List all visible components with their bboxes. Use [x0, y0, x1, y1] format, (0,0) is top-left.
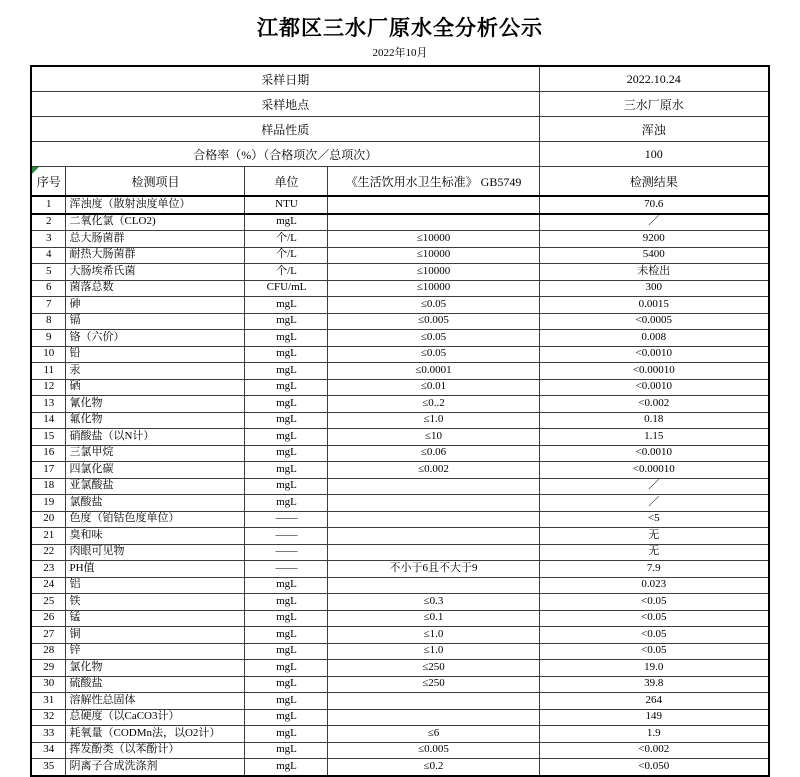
page-title: 江都区三水厂原水全分析公示 — [257, 16, 543, 40]
item-name: 浑浊度（散射浊度单位） — [66, 196, 245, 214]
result-value: <0.0010 — [539, 346, 769, 363]
standard-limit: ≤1.0 — [328, 643, 539, 660]
table-row — [31, 726, 769, 743]
result-value: 未检出 — [539, 264, 769, 281]
row-number: 6 — [31, 280, 66, 297]
standard-limit: ≤0.005 — [328, 313, 539, 330]
row-number: 4 — [31, 247, 66, 264]
standard-limit: ≤0.05 — [328, 297, 539, 314]
result-value: 39.8 — [539, 676, 769, 693]
column-header-unit: 单位 — [245, 167, 328, 197]
standard-limit: ≤10000 — [328, 264, 539, 281]
row-number: 9 — [31, 330, 66, 347]
result-value: ／ — [539, 478, 769, 495]
result-value: 0.023 — [539, 577, 769, 594]
item-name: 硫酸盐 — [66, 676, 245, 693]
row-number: 17 — [31, 462, 66, 479]
unit: mgL — [245, 478, 328, 495]
item-name: 砷 — [66, 297, 245, 314]
table-row — [31, 478, 769, 495]
column-header-item: 检测项目 — [66, 167, 245, 197]
standard-limit: ≤0.3 — [328, 594, 539, 611]
result-value: 0.18 — [539, 412, 769, 429]
table-row — [31, 709, 769, 726]
table-row — [31, 231, 769, 248]
unit: mgL — [245, 726, 328, 743]
row-number: 16 — [31, 445, 66, 462]
standard-limit: ≤10 — [328, 429, 539, 446]
unit: mgL — [245, 313, 328, 330]
standard-limit — [328, 528, 539, 545]
item-name: 锰 — [66, 610, 245, 627]
row-number: 24 — [31, 577, 66, 594]
result-value: <5 — [539, 511, 769, 528]
unit: mgL — [245, 759, 328, 776]
item-name: 铁 — [66, 594, 245, 611]
row-number: 28 — [31, 643, 66, 660]
row-number: 1 — [31, 196, 66, 214]
item-name: 氰化物 — [66, 396, 245, 413]
standard-limit: ≤0..2 — [328, 396, 539, 413]
row-number: 30 — [31, 676, 66, 693]
standard-limit: ≤250 — [328, 660, 539, 677]
table-row — [31, 627, 769, 644]
standard-limit: ≤0.2 — [328, 759, 539, 776]
row-number: 23 — [31, 561, 66, 578]
row-number: 15 — [31, 429, 66, 446]
result-value: <0.002 — [539, 396, 769, 413]
table-row — [31, 577, 769, 594]
standard-limit: ≤10000 — [328, 231, 539, 248]
item-name: 溶解性总固体 — [66, 693, 245, 710]
column-header-result: 检测结果 — [539, 167, 769, 197]
table-row — [31, 412, 769, 429]
item-name: 亚氯酸盐 — [66, 478, 245, 495]
item-name: 硝酸盐（以N计） — [66, 429, 245, 446]
result-value: <0.00010 — [539, 363, 769, 380]
page-subtitle: 2022年10月 — [372, 47, 428, 59]
row-number: 5 — [31, 264, 66, 281]
table-row — [31, 462, 769, 479]
unit: mgL — [245, 379, 328, 396]
item-name: 氯化物 — [66, 660, 245, 677]
table-row — [31, 742, 769, 759]
row-number: 12 — [31, 379, 66, 396]
item-name: 耐热大肠菌群 — [66, 247, 245, 264]
unit: —— — [245, 511, 328, 528]
unit: mgL — [245, 214, 328, 231]
item-name: 大肠埃希氏菌 — [66, 264, 245, 281]
item-name: 锌 — [66, 643, 245, 660]
item-name: 总大肠菌群 — [66, 231, 245, 248]
column-header-standard: 《生活饮用水卫生标准》 GB5749 — [328, 167, 539, 197]
standard-limit: ≤0.05 — [328, 330, 539, 347]
result-value: 9200 — [539, 231, 769, 248]
unit: mgL — [245, 643, 328, 660]
row-number: 20 — [31, 511, 66, 528]
result-value: 无 — [539, 544, 769, 561]
unit: CFU/mL — [245, 280, 328, 297]
unit: —— — [245, 544, 328, 561]
result-value: 5400 — [539, 247, 769, 264]
result-value: 264 — [539, 693, 769, 710]
table-row — [31, 247, 769, 264]
info-value: 2022.10.24 — [539, 66, 769, 92]
info-value: 浑浊 — [539, 117, 769, 142]
result-value: 300 — [539, 280, 769, 297]
result-value: 0.008 — [539, 330, 769, 347]
table-row — [31, 264, 769, 281]
unit: mgL — [245, 610, 328, 627]
row-number: 18 — [31, 478, 66, 495]
row-number: 32 — [31, 709, 66, 726]
item-name: 四氯化碳 — [66, 462, 245, 479]
standard-limit: ≤0.01 — [328, 379, 539, 396]
standard-limit: ≤6 — [328, 726, 539, 743]
table-row — [31, 495, 769, 512]
info-label: 采样日期 — [31, 66, 539, 92]
row-number: 3 — [31, 231, 66, 248]
column-header-no — [31, 167, 66, 197]
result-value: <0.050 — [539, 759, 769, 776]
result-value: ／ — [539, 495, 769, 512]
table-row — [31, 693, 769, 710]
table-row — [31, 396, 769, 413]
result-value: 7.9 — [539, 561, 769, 578]
standard-limit: ≤0.0001 — [328, 363, 539, 380]
table-row — [31, 660, 769, 677]
standard-limit: 不小于6且不大于9 — [328, 561, 539, 578]
info-row-sample-nature — [31, 117, 769, 142]
standard-limit — [328, 495, 539, 512]
standard-limit — [328, 709, 539, 726]
result-value: 0.0015 — [539, 297, 769, 314]
excel-flag-icon — [32, 167, 39, 174]
table-row — [31, 313, 769, 330]
row-number: 25 — [31, 594, 66, 611]
standard-limit: ≤250 — [328, 676, 539, 693]
info-value: 100 — [539, 142, 769, 167]
standard-limit: ≤0.06 — [328, 445, 539, 462]
row-number: 26 — [31, 610, 66, 627]
result-value: <0.002 — [539, 742, 769, 759]
table-row — [31, 676, 769, 693]
standard-limit: ≤1.0 — [328, 412, 539, 429]
unit: mgL — [245, 627, 328, 644]
item-name: 汞 — [66, 363, 245, 380]
standard-limit: ≤0.002 — [328, 462, 539, 479]
standard-limit — [328, 478, 539, 495]
unit: mgL — [245, 495, 328, 512]
result-value: <0.05 — [539, 643, 769, 660]
table-row — [31, 429, 769, 446]
info-value: 三水厂原水 — [539, 92, 769, 117]
standard-limit — [328, 693, 539, 710]
table-row — [31, 445, 769, 462]
table-row — [31, 214, 769, 231]
item-name: 铜 — [66, 627, 245, 644]
item-name: 氟化物 — [66, 412, 245, 429]
row-number: 14 — [31, 412, 66, 429]
table-row — [31, 196, 769, 214]
unit: mgL — [245, 676, 328, 693]
unit: mgL — [245, 445, 328, 462]
unit: mgL — [245, 330, 328, 347]
table-row — [31, 561, 769, 578]
item-name: 总硬度（以CaCO3计） — [66, 709, 245, 726]
result-value: ／ — [539, 214, 769, 231]
item-name: 二氧化氯（CLO2) — [66, 214, 245, 231]
result-value: <0.05 — [539, 594, 769, 611]
item-name: 镉 — [66, 313, 245, 330]
unit: NTU — [245, 196, 328, 214]
result-value: <0.05 — [539, 610, 769, 627]
item-name: 三氯甲烷 — [66, 445, 245, 462]
table-row — [31, 759, 769, 776]
result-value: 19.0 — [539, 660, 769, 677]
result-value: <0.0010 — [539, 445, 769, 462]
standard-limit — [328, 577, 539, 594]
result-value: 1.15 — [539, 429, 769, 446]
unit: 个/L — [245, 247, 328, 264]
standard-limit: ≤0.005 — [328, 742, 539, 759]
standard-limit: ≤1.0 — [328, 627, 539, 644]
row-number: 11 — [31, 363, 66, 380]
item-name: 铅 — [66, 346, 245, 363]
info-label: 样品性质 — [31, 117, 539, 142]
unit: mgL — [245, 709, 328, 726]
item-name: 铝 — [66, 577, 245, 594]
table-row — [31, 610, 769, 627]
row-number: 7 — [31, 297, 66, 314]
row-number: 13 — [31, 396, 66, 413]
unit: mgL — [245, 297, 328, 314]
standard-limit — [328, 511, 539, 528]
item-name: 耗氧量（CODMn法，以O2计） — [66, 726, 245, 743]
unit: mgL — [245, 346, 328, 363]
result-value: 149 — [539, 709, 769, 726]
table-row — [31, 528, 769, 545]
standard-limit — [328, 544, 539, 561]
column-header-label: 序号 — [36, 174, 61, 189]
table-row — [31, 511, 769, 528]
unit: mgL — [245, 594, 328, 611]
item-name: 肉眼可见物 — [66, 544, 245, 561]
item-name: 氯酸盐 — [66, 495, 245, 512]
table-body — [31, 196, 769, 776]
unit: —— — [245, 561, 328, 578]
result-value: <0.0005 — [539, 313, 769, 330]
unit: mgL — [245, 363, 328, 380]
table-row — [31, 544, 769, 561]
standard-limit — [328, 214, 539, 231]
unit: mgL — [245, 396, 328, 413]
standard-limit: ≤0.05 — [328, 346, 539, 363]
row-number: 33 — [31, 726, 66, 743]
item-name: 菌落总数 — [66, 280, 245, 297]
unit: mgL — [245, 660, 328, 677]
result-value: 70.6 — [539, 196, 769, 214]
unit: mgL — [245, 577, 328, 594]
unit: 个/L — [245, 264, 328, 281]
item-name: 挥发酚类（以苯酚计） — [66, 742, 245, 759]
item-name: 硒 — [66, 379, 245, 396]
unit: mgL — [245, 693, 328, 710]
info-section — [31, 66, 769, 196]
info-row-sample-date — [31, 66, 769, 92]
result-value: <0.00010 — [539, 462, 769, 479]
table-row — [31, 363, 769, 380]
table-row — [31, 297, 769, 314]
unit: 个/L — [245, 231, 328, 248]
row-number: 29 — [31, 660, 66, 677]
table-row — [31, 643, 769, 660]
item-name: PH值 — [66, 561, 245, 578]
unit: mgL — [245, 462, 328, 479]
table-row — [31, 280, 769, 297]
row-number: 10 — [31, 346, 66, 363]
result-value: 无 — [539, 528, 769, 545]
row-number: 19 — [31, 495, 66, 512]
analysis-table — [30, 65, 770, 777]
standard-limit — [328, 196, 539, 214]
table-row — [31, 330, 769, 347]
table-row — [31, 594, 769, 611]
item-name: 色度（铂钴色度单位） — [66, 511, 245, 528]
info-row-sample-location — [31, 92, 769, 117]
result-value: <0.0010 — [539, 379, 769, 396]
table-row — [31, 346, 769, 363]
standard-limit: ≤10000 — [328, 280, 539, 297]
unit: mgL — [245, 429, 328, 446]
unit: —— — [245, 528, 328, 545]
result-value: <0.05 — [539, 627, 769, 644]
info-row-pass-rate — [31, 142, 769, 167]
column-header-row — [31, 167, 769, 197]
item-name: 铬（六价） — [66, 330, 245, 347]
standard-limit: ≤10000 — [328, 247, 539, 264]
row-number: 22 — [31, 544, 66, 561]
item-name: 阴离子合成洗涤剂 — [66, 759, 245, 776]
info-label: 合格率（%）（合格项次／总项次） — [31, 142, 539, 167]
standard-limit: ≤0.1 — [328, 610, 539, 627]
info-label: 采样地点 — [31, 92, 539, 117]
result-value: 1.9 — [539, 726, 769, 743]
row-number: 31 — [31, 693, 66, 710]
table-row — [31, 379, 769, 396]
row-number: 27 — [31, 627, 66, 644]
unit: mgL — [245, 412, 328, 429]
row-number: 34 — [31, 742, 66, 759]
unit: mgL — [245, 742, 328, 759]
row-number: 8 — [31, 313, 66, 330]
item-name: 臭和味 — [66, 528, 245, 545]
row-number: 2 — [31, 214, 66, 231]
row-number: 21 — [31, 528, 66, 545]
row-number: 35 — [31, 759, 66, 776]
